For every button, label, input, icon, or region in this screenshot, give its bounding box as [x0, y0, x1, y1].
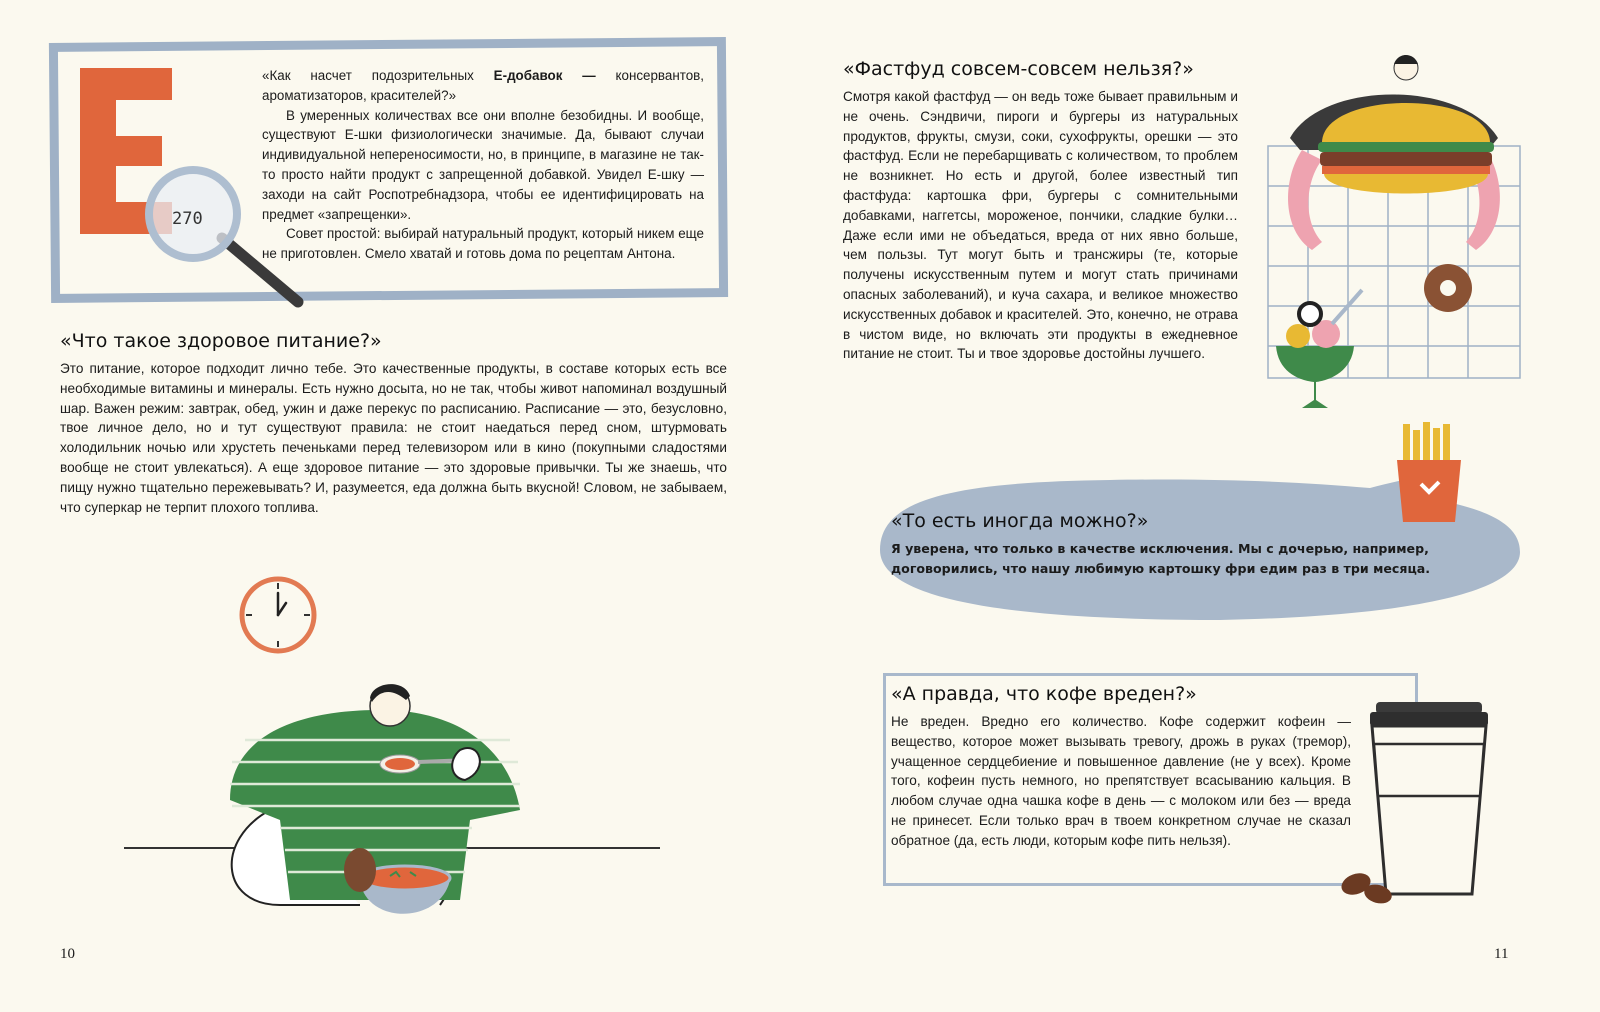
boy-eating-soup-illustration: [120, 680, 680, 930]
sometimes-text-line-1: Я уверена, что только в качестве исключения. Мы с дочерью, например,: [891, 541, 1429, 556]
fastfood-heading: «Фастфуд совсем-совсем нельзя?»: [843, 58, 1194, 80]
coffee-text: Не вреден. Вредно его количество. Кофе содержит кофеин — вещество, которое может вызывать тревогу, дрожь в руках (тремор), учащенное сердцебиение и повышенное давление (не у всех). Кроме того, кофеин пусть немного, но препятствует всасыванию кальция. В любом случае одна чашка кофе в день — с молоком или без — вреда не принесет. Если только врач в твоем конкретном случае не сказал обратное (да, есть люди, которым кофе пить нельзя).: [891, 714, 1351, 848]
magnifier-label: 270: [172, 209, 203, 229]
french-fries-icon: [1395, 420, 1465, 524]
clock-icon: [236, 573, 320, 657]
healthy-text: Это питание, которое подходит лично тебе. Это качественные продукты, в составе которых есть все необходимые витамины и минералы. Есть нужно досыта, но не так, чтобы живот напоминал воздушный шар. Важен режим: завтрак, обед, ужин и даже перекус по расписанию. Расписание — это, безусловно, твое личное дело, но и тут существуют правила: не стоит наедаться перед сном, штурмовать холодильник ночью или хрустеть печеньками перед телевизором или в кино (покупными сладостями вообще не стоит увлекаться). А еще здоровое питание — это здоровые привычки. Ты же знаешь, что пищу нужно тщательно пережевывать? И, разумеется, еда должна быть вкусной! Словом, не забываем, что суперкар не терпит плохого топлива.: [60, 361, 727, 515]
e-box-question: «Как насчет подозрительных Е-добавок — консервантов, ароматизаторов, красителей?»: [262, 68, 704, 103]
page-number-right: 11: [1494, 946, 1509, 962]
e-box-text: [262, 66, 704, 264]
healthy-heading: «Что такое здоровое питание?»: [60, 330, 382, 352]
fastfood-text: Смотря какой фастфуд — он ведь тоже бывает правильным и не очень. Сэндвичи, пироги и бургеры из натуральных продуктов, фрукты, смузи, соки, сухофрукты, орешки — это фастфуд. Если не перебарщивать с количеством, то проблем не возникнет. Но есть и другой, более известный тип фастфуда: картошка фри, бургеры с сомнительными добавками, наггетсы, мороженое, пончики, сладкие булки… Даже если ими не объедаться, вреда от них явно больше, чем пользы. Тут могут быть и трансжиры (те, которые получены искусственным путем и могут стать причинами опасных заболеваний), и куча сахара, и великое множество искусственных добавок и красителей. Это, конечно, не отрава в чистом виде, но включать эти продукты в ежедневное питание не стоит. Ты и твое здоровье достойны лучшего.: [843, 89, 1238, 362]
burger-grid-illustration: [1262, 50, 1562, 420]
page-number-left: 10: [60, 946, 75, 962]
e-box-paragraph-1: В умеренных количествах все они вполне безобидны. И вообще, существуют Е-шки физиологически значимые. Да, бывают случаи индивидуальной непереносимости, но, в принципе, в магазине не так-то просто найти продукт с запрещенной добавкой. Увидел Е-шку — заходи на сайт Роспотребнадзора, чтобы ее идентифицировать на предмет «запрещенки».: [262, 107, 704, 222]
e-box-paragraph-2: Совет простой: выбирай натуральный продукт, который никем еще не приготовлен. Смело хватай и готовь дома по рецептам Антона.: [262, 226, 704, 262]
sometimes-heading: «То есть иногда можно?»: [891, 510, 1149, 532]
sometimes-text: [891, 539, 1430, 579]
sometimes-text-line-2: договорились, что нашу любимую картошку фри едим раз в три месяца.: [891, 560, 1431, 576]
coffee-cup-icon: [1340, 698, 1520, 912]
coffee-heading: «А правда, что кофе вреден?»: [891, 683, 1197, 705]
